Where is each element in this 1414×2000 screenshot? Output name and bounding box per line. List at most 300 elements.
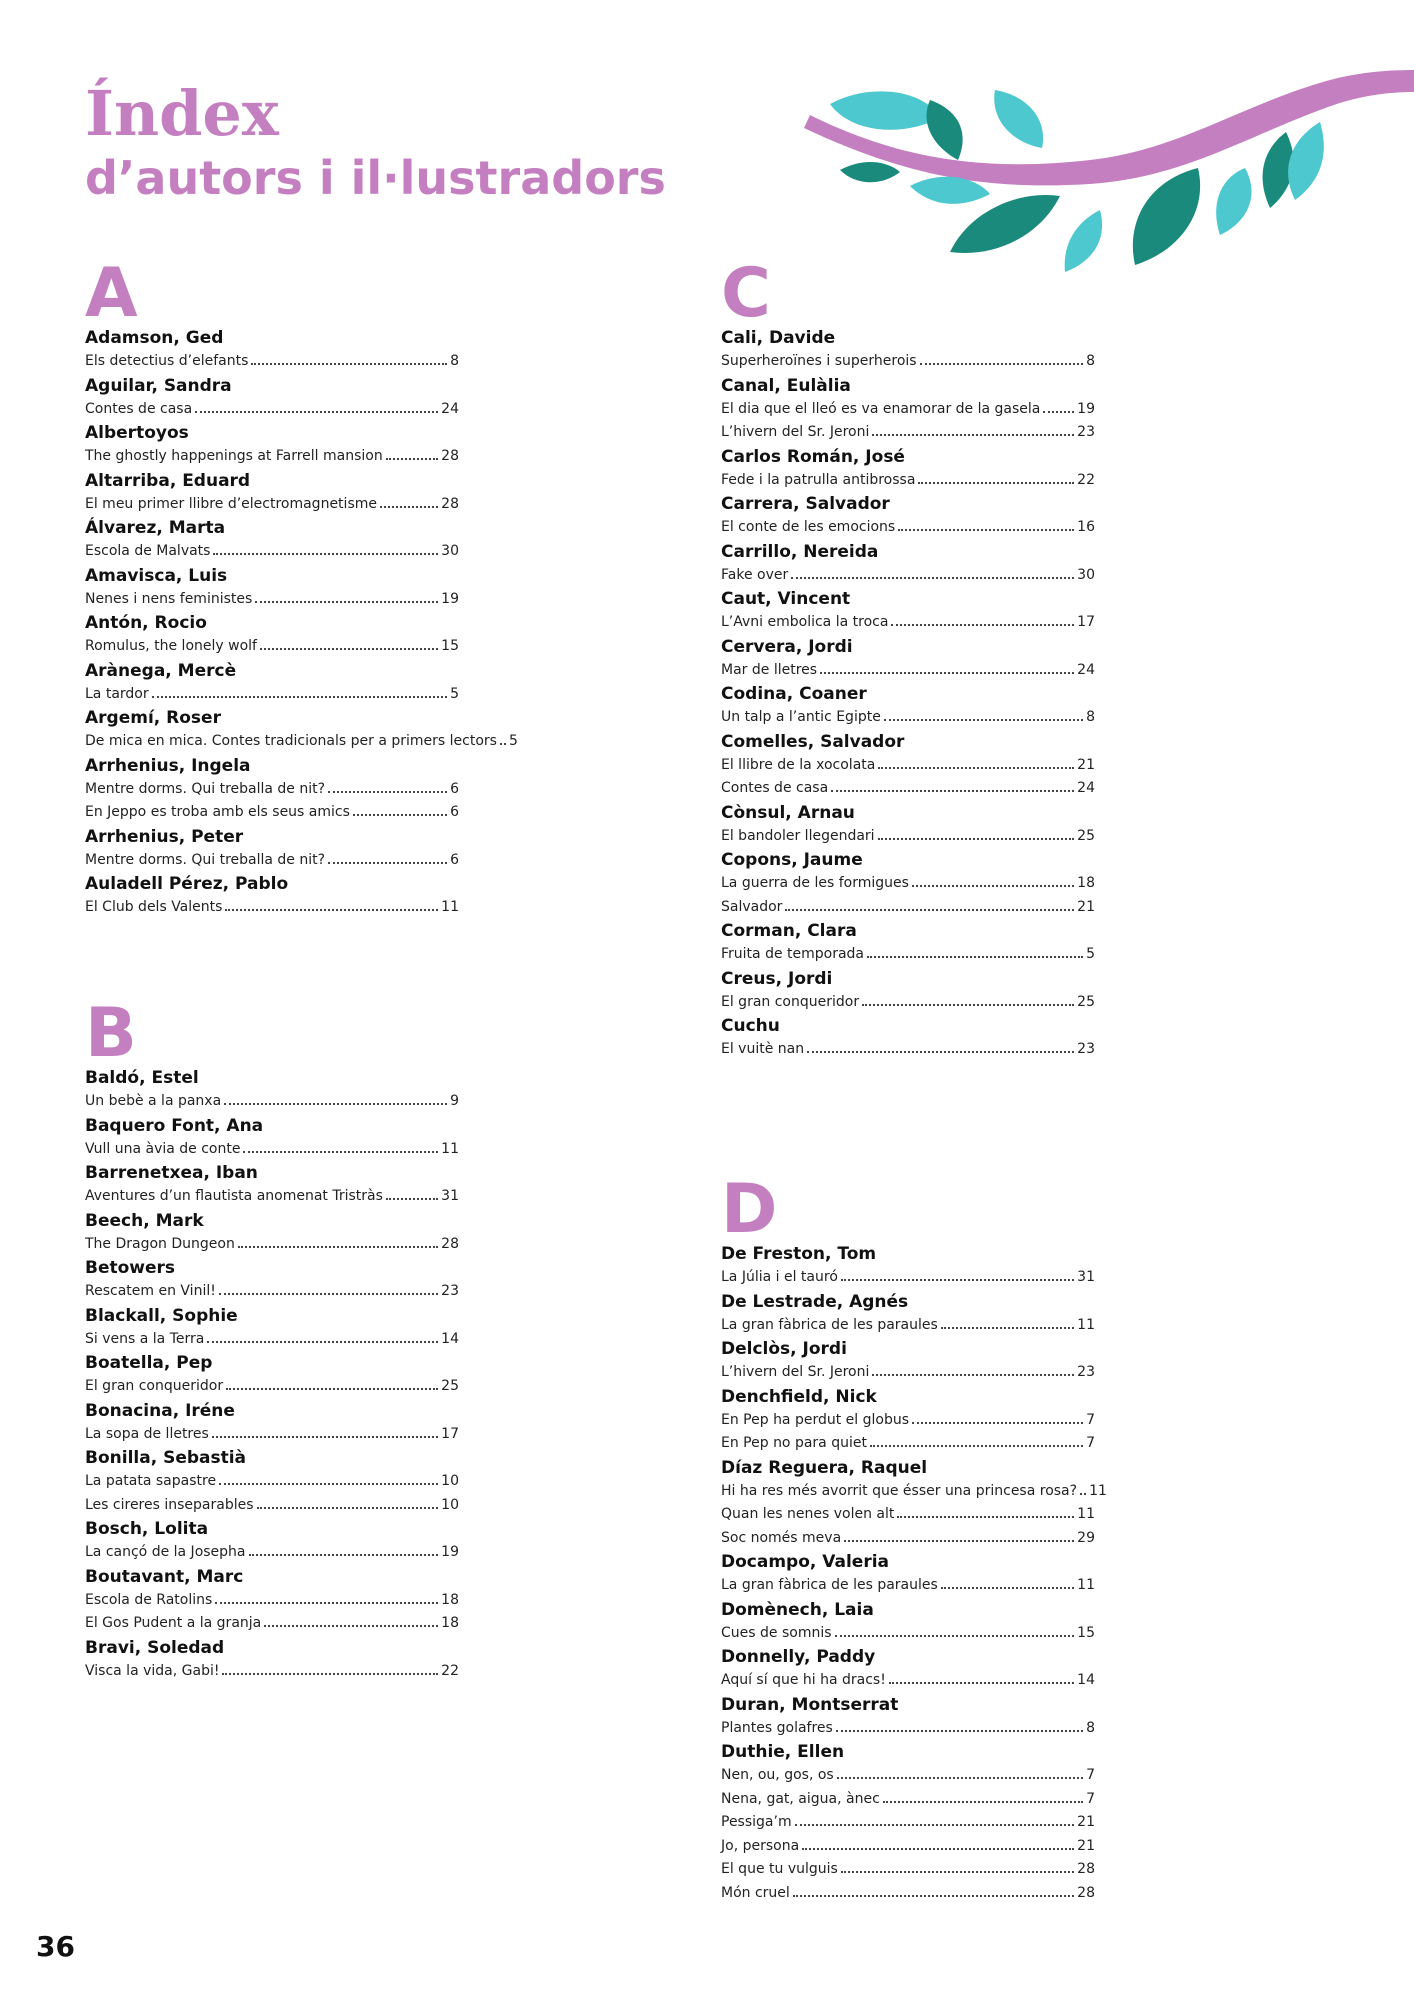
author-name: Albertoyos <box>85 423 189 443</box>
work-title: El vuitè nan <box>721 1041 805 1057</box>
work-entry <box>85 588 459 612</box>
dot-leader <box>841 1279 1074 1281</box>
work-entry <box>721 1432 1095 1456</box>
dot-leader <box>912 885 1074 887</box>
work-entry <box>85 1233 459 1257</box>
work-entry <box>85 398 459 422</box>
page-ref: 28 <box>1077 1861 1095 1877</box>
work-title: Escola de Ratolins <box>85 1591 213 1608</box>
work-entry <box>721 1038 1095 1062</box>
page-ref: 15 <box>1077 1624 1095 1641</box>
author-name: Blackall, Sophie <box>85 1305 238 1326</box>
section-letter: A <box>85 254 138 333</box>
work-title: La cançó de la Josepha <box>85 1544 246 1560</box>
page-ref: 11 <box>1077 1577 1095 1593</box>
section-letter: B <box>85 994 137 1073</box>
page-ref: 8 <box>1086 353 1095 369</box>
author-name: Donnelly, Paddy <box>721 1647 876 1667</box>
section-letter: C <box>721 254 771 333</box>
work-title: La gran fàbrica de les paraules <box>721 1316 938 1333</box>
work-entry <box>85 683 459 707</box>
dot-leader <box>219 1293 438 1295</box>
page-ref: 28 <box>441 448 459 464</box>
dot-leader <box>353 814 447 816</box>
dot-leader <box>238 1246 438 1248</box>
page-ref: 15 <box>441 638 459 654</box>
page-ref: 7 <box>1086 1435 1095 1451</box>
dot-leader <box>207 1341 438 1343</box>
author-name: Aguilar, Sandra <box>85 375 232 396</box>
author-name: Arrhenius, Ingela <box>85 755 251 776</box>
work-entry <box>85 1423 459 1447</box>
work-title: El Gos Pudent a la granja <box>85 1615 262 1631</box>
work-entry <box>721 896 1095 920</box>
work-entry <box>85 1660 459 1684</box>
dot-leader <box>212 1436 438 1438</box>
work-title: Rescatem en Vinil! <box>85 1283 216 1299</box>
work-entry <box>721 1361 1095 1385</box>
index-section <box>721 1170 1107 1905</box>
work-title: Nenes i nens feministes <box>85 590 253 607</box>
dot-leader <box>785 909 1074 911</box>
work-entry <box>85 1185 459 1209</box>
dot-leader <box>920 363 1083 365</box>
work-entry <box>85 778 459 802</box>
dot-leader <box>837 1777 1083 1779</box>
dot-leader <box>260 648 438 650</box>
page-ref: 19 <box>441 1544 459 1560</box>
dot-leader <box>802 1848 1074 1850</box>
dot-leader <box>215 1602 438 1604</box>
page-ref: 28 <box>1077 1884 1095 1901</box>
work-title: Superheroïnes i superherois <box>721 353 917 369</box>
work-entry <box>721 825 1095 849</box>
work-entry <box>721 1622 1095 1646</box>
dot-leader <box>820 672 1074 674</box>
work-entry <box>85 896 459 920</box>
work-title: Aquí sí que hi ha dracs! <box>721 1672 886 1688</box>
page-ref: 11 <box>1089 1482 1107 1499</box>
leafy-branch-icon <box>790 60 1414 290</box>
dot-leader <box>807 1051 1074 1053</box>
work-title: El llibre de la xocolata <box>721 756 876 773</box>
author-name: Bosch, Lolita <box>85 1519 209 1539</box>
page-ref: 7 <box>1086 1767 1095 1783</box>
work-title: L’hivern del Sr. Jeroni <box>721 424 870 440</box>
page-ref: 11 <box>441 1140 459 1157</box>
work-entry <box>721 1266 1095 1290</box>
author-name: Bonacina, Iréne <box>85 1400 235 1421</box>
work-entry <box>85 493 459 517</box>
dot-leader <box>255 601 438 603</box>
page-ref: 24 <box>1077 661 1095 678</box>
work-title: Contes de casa <box>721 780 829 796</box>
page-ref: 14 <box>1077 1672 1095 1688</box>
page-ref: 8 <box>450 353 459 369</box>
page-ref: 30 <box>1077 566 1095 583</box>
page-ref: 21 <box>1077 1837 1095 1854</box>
work-entry <box>721 611 1095 635</box>
author-name: Comelles, Salvador <box>721 731 905 752</box>
author-name: Beech, Mark <box>85 1210 204 1231</box>
page-ref: 31 <box>1077 1269 1095 1285</box>
page-ref: 23 <box>1077 424 1095 440</box>
work-entry <box>721 564 1095 588</box>
page-ref: 8 <box>1086 1719 1095 1736</box>
dot-leader <box>224 1103 447 1105</box>
page-ref: 6 <box>450 780 459 797</box>
work-title: Pessiga’m <box>721 1814 792 1830</box>
page-ref: 5 <box>1086 946 1095 962</box>
dot-leader <box>152 696 447 698</box>
page-ref: 23 <box>441 1283 459 1299</box>
dot-leader <box>889 1682 1074 1684</box>
dot-leader <box>831 790 1074 792</box>
page-ref: 22 <box>441 1662 459 1679</box>
author-name: Corman, Clara <box>721 921 857 941</box>
page-ref: 29 <box>1077 1529 1095 1546</box>
author-name: Argemí, Roser <box>85 708 221 728</box>
work-entry <box>721 398 1095 422</box>
work-title: Vull una àvia de conte <box>85 1140 241 1157</box>
dot-leader <box>835 1635 1075 1637</box>
dot-leader <box>884 719 1083 721</box>
author-name: Boatella, Pep <box>85 1353 213 1373</box>
work-entry <box>85 1090 459 1114</box>
page-ref: 19 <box>441 590 459 607</box>
page-ref: 19 <box>1077 400 1095 417</box>
dot-leader <box>878 838 1075 840</box>
page-ref: 6 <box>450 804 459 820</box>
page-ref: 17 <box>1077 614 1095 630</box>
dot-leader <box>912 1422 1083 1424</box>
dot-leader <box>836 1730 1083 1732</box>
work-title: Quan les nenes volen alt <box>721 1506 895 1522</box>
work-entry <box>721 1503 1095 1527</box>
dot-leader <box>222 1673 438 1675</box>
page-ref: 6 <box>450 851 459 868</box>
author-name: Domènech, Laia <box>721 1599 874 1620</box>
dot-leader <box>862 1004 1074 1006</box>
work-title: Plantes golafres <box>721 1719 833 1736</box>
dot-leader <box>791 577 1074 579</box>
work-entry <box>85 1470 459 1494</box>
work-entry <box>721 1788 1095 1812</box>
author-name: Docampo, Valeria <box>721 1552 890 1572</box>
author-name: Bonilla, Sebastià <box>85 1448 247 1468</box>
work-title: Mar de lletres <box>721 661 818 678</box>
work-entry <box>85 801 459 825</box>
dot-leader <box>380 506 438 508</box>
page-ref: 9 <box>450 1093 459 1109</box>
page-ref: 30 <box>441 543 459 559</box>
dot-leader <box>243 1151 438 1153</box>
work-title: La Júlia i el tauró <box>721 1269 838 1285</box>
work-title: El gran conqueridor <box>721 993 860 1010</box>
work-title: Aventures d’un flautista anomenat Tristràs <box>85 1188 383 1204</box>
work-entry <box>721 1835 1095 1859</box>
work-title: En Jeppo es troba amb els seus amics <box>85 804 350 820</box>
page-ref: 11 <box>1077 1316 1095 1333</box>
page-ref: 23 <box>1077 1364 1095 1380</box>
work-entry <box>721 1480 1107 1504</box>
work-entry <box>721 659 1095 683</box>
dot-leader <box>897 1516 1074 1518</box>
work-title: La sopa de lletres <box>85 1425 209 1442</box>
dot-leader <box>1043 411 1074 413</box>
author-name: Bravi, Soledad <box>85 1637 225 1658</box>
dot-leader <box>878 767 1074 769</box>
author-name: Carrera, Salvador <box>721 494 890 514</box>
page-ref: 24 <box>441 400 459 417</box>
index-section <box>85 254 518 920</box>
dot-leader <box>941 1587 1074 1589</box>
index-section <box>85 994 459 1683</box>
work-title: El Club dels Valents <box>85 899 223 915</box>
work-title: La gran fàbrica de les paraules <box>721 1577 938 1593</box>
page-ref: 8 <box>1086 709 1095 725</box>
work-entry <box>85 635 459 659</box>
work-title: Jo, persona <box>721 1837 800 1854</box>
page-ref: 28 <box>441 495 459 512</box>
page-ref: 21 <box>1077 898 1095 915</box>
work-entry <box>721 706 1095 730</box>
author-name: Duran, Montserrat <box>721 1694 899 1715</box>
dot-leader <box>1080 1493 1086 1495</box>
author-name: De Lestrade, Agnés <box>721 1291 909 1312</box>
work-entry <box>721 1527 1095 1551</box>
page-ref: 23 <box>1077 1041 1095 1057</box>
work-title: La guerra de les formigues <box>721 875 909 891</box>
work-title: Nen, ou, gos, os <box>721 1767 834 1783</box>
author-name: Baquero Font, Ana <box>85 1115 264 1136</box>
dot-leader <box>257 1507 439 1509</box>
work-title: Les cireres inseparables <box>85 1496 254 1513</box>
dot-leader <box>883 1801 1083 1803</box>
work-title: L’hivern del Sr. Jeroni <box>721 1364 870 1380</box>
page-ref: 21 <box>1077 1814 1095 1830</box>
page-ref: 18 <box>1077 875 1095 891</box>
work-entry <box>721 1669 1095 1693</box>
work-title: Un bebè a la panxa <box>85 1093 222 1109</box>
work-title: Fede i la patrulla antibrossa <box>721 471 916 488</box>
work-title: Els detectius d’elefants <box>85 353 249 369</box>
dot-leader <box>251 363 447 365</box>
work-entry <box>85 540 459 564</box>
author-name: Canal, Eulàlia <box>721 375 851 396</box>
page-ref: 7 <box>1086 1790 1095 1807</box>
page-ref: 16 <box>1077 519 1095 535</box>
page-ref: 28 <box>441 1235 459 1252</box>
dot-leader <box>793 1895 1074 1897</box>
work-entry <box>721 991 1095 1015</box>
author-name: Antón, Rocio <box>85 613 207 633</box>
page-ref: 25 <box>441 1378 459 1394</box>
author-name: Díaz Reguera, Raquel <box>721 1457 928 1478</box>
dot-leader <box>872 1374 1074 1376</box>
work-entry <box>721 1764 1095 1788</box>
page-ref: 25 <box>1077 827 1095 844</box>
work-title: Un talp a l’antic Egipte <box>721 709 881 725</box>
author-name: Álvarez, Marta <box>85 518 226 538</box>
work-entry <box>85 1375 459 1399</box>
author-name: Baldó, Estel <box>85 1068 199 1088</box>
work-title: La tardor <box>85 685 149 702</box>
dot-leader <box>841 1871 1074 1873</box>
work-title: De mica en mica. Contes tradicionals per a primers lectors <box>85 733 497 749</box>
work-entry <box>85 1138 459 1162</box>
page-ref: 18 <box>441 1591 459 1608</box>
page-ref: 11 <box>1077 1506 1095 1522</box>
page-title: Índex <box>85 77 279 150</box>
work-title: Mentre dorms. Qui treballa de nit? <box>85 780 326 797</box>
index-section <box>721 254 1095 1062</box>
work-title: El dia que el lleó es va enamorar de la gasela <box>721 400 1041 417</box>
page-ref: 17 <box>441 1425 459 1442</box>
author-name: Cali, Davide <box>721 328 836 348</box>
dot-leader <box>226 1388 438 1390</box>
author-name: Betowers <box>85 1258 176 1278</box>
author-name: Copons, Jaume <box>721 850 863 870</box>
author-name: De Freston, Tom <box>721 1244 877 1264</box>
work-entry <box>85 1494 459 1518</box>
author-name: Amavisca, Luis <box>85 565 228 586</box>
work-entry <box>85 1541 459 1565</box>
work-title: Món cruel <box>721 1884 790 1901</box>
dot-leader <box>867 956 1083 958</box>
author-name: Delclòs, Jordi <box>721 1339 847 1359</box>
dot-leader <box>500 743 506 745</box>
work-title: Contes de casa <box>85 400 193 417</box>
work-entry <box>721 516 1095 540</box>
dot-leader <box>213 553 438 555</box>
dot-leader <box>844 1540 1074 1542</box>
page-ref: 11 <box>441 899 459 915</box>
dot-leader <box>870 1445 1083 1447</box>
author-name: Codina, Coaner <box>721 684 867 704</box>
page-ref: 31 <box>441 1188 459 1204</box>
work-title: El conte de les emocions <box>721 519 896 535</box>
work-title: En Pep ha perdut el globus <box>721 1411 910 1428</box>
work-entry <box>721 777 1095 801</box>
work-title: Hi ha res més avorrit que ésser una princesa rosa? <box>721 1482 1078 1499</box>
work-title: Soc només meva <box>721 1529 842 1546</box>
page-ref: 25 <box>1077 993 1095 1010</box>
work-entry <box>721 1314 1095 1338</box>
author-name: Cervera, Jordi <box>721 636 853 657</box>
work-entry <box>85 350 459 374</box>
author-name: Creus, Jordi <box>721 968 833 989</box>
work-entry <box>721 1409 1095 1433</box>
work-title: Romulus, the lonely wolf <box>85 638 257 654</box>
author-name: Carlos Román, José <box>721 446 905 467</box>
author-name: Cònsul, Arnau <box>721 802 855 823</box>
dot-leader <box>898 529 1074 531</box>
work-title: Cues de somnis <box>721 1624 832 1641</box>
work-title: L’Avni embolica la troca <box>721 614 889 630</box>
work-entry <box>721 1717 1095 1741</box>
work-entry <box>85 445 459 469</box>
work-title: The Dragon Dungeon <box>85 1235 235 1252</box>
page-ref: 24 <box>1077 780 1095 796</box>
work-entry <box>721 469 1095 493</box>
section-letter: D <box>721 1170 778 1249</box>
work-title: En Pep no para quiet <box>721 1435 867 1451</box>
page-number: 36 <box>36 1930 75 1963</box>
work-entry <box>721 1574 1095 1598</box>
page-ref: 10 <box>441 1496 459 1513</box>
page-ref: 5 <box>450 685 459 702</box>
dot-leader <box>225 909 438 911</box>
author-name: Caut, Vincent <box>721 589 851 609</box>
dot-leader <box>264 1625 438 1627</box>
work-entry <box>85 1612 459 1636</box>
work-entry <box>721 1858 1095 1882</box>
page-ref: 21 <box>1077 756 1095 773</box>
work-title: Salvador <box>721 898 783 915</box>
page-subtitle: d’autors i il·lustradors <box>85 151 666 205</box>
dot-leader <box>795 1824 1075 1826</box>
page-ref: 22 <box>1077 471 1095 488</box>
work-title: La patata sapastre <box>85 1473 217 1489</box>
author-name: Barrenetxea, Iban <box>85 1163 258 1183</box>
page-ref: 5 <box>508 733 518 749</box>
work-entry <box>85 1280 459 1304</box>
dot-leader <box>872 434 1074 436</box>
dot-leader <box>386 458 438 460</box>
work-entry <box>721 1811 1095 1835</box>
author-name: Auladell Pérez, Pablo <box>85 874 289 894</box>
page-ref: 10 <box>441 1473 459 1489</box>
dot-leader <box>918 482 1074 484</box>
work-entry <box>85 1328 459 1352</box>
page-ref: 7 <box>1086 1411 1095 1428</box>
author-name: Adamson, Ged <box>85 328 224 348</box>
work-title: Nena, gat, aigua, ànec <box>721 1790 880 1807</box>
work-title: Visca la vida, Gabi! <box>85 1662 220 1679</box>
author-name: Duthie, Ellen <box>721 1742 845 1762</box>
work-title: El gran conqueridor <box>85 1378 224 1394</box>
work-title: The ghostly happenings at Farrell mansion <box>85 448 383 464</box>
work-entry <box>721 872 1095 896</box>
work-title: El que tu vulguis <box>721 1861 838 1877</box>
work-title: Si vens a la Terra <box>85 1330 205 1347</box>
work-title: El bandoler llegendari <box>721 827 875 844</box>
work-entry <box>85 730 518 754</box>
work-entry <box>721 1882 1095 1906</box>
work-entry <box>85 849 459 873</box>
dot-leader <box>941 1327 1074 1329</box>
work-entry <box>721 754 1095 778</box>
author-name: Arànega, Mercè <box>85 660 237 681</box>
dot-leader <box>891 624 1074 626</box>
work-title: El meu primer llibre d’electromagnetisme <box>85 495 377 512</box>
dot-leader <box>195 411 438 413</box>
work-entry <box>721 350 1095 374</box>
work-entry <box>85 1589 459 1613</box>
work-title: Fruita de temporada <box>721 946 865 962</box>
dot-leader <box>328 862 447 864</box>
dot-leader <box>219 1483 438 1485</box>
page-ref: 18 <box>441 1615 459 1631</box>
page-ref: 14 <box>441 1330 459 1347</box>
author-name: Altarriba, Eduard <box>85 470 251 491</box>
dot-leader <box>328 791 447 793</box>
work-title: Fake over <box>721 566 789 583</box>
author-name: Denchfield, Nick <box>721 1386 877 1407</box>
work-title: Escola de Malvats <box>85 543 211 559</box>
work-title: Mentre dorms. Qui treballa de nit? <box>85 851 326 868</box>
